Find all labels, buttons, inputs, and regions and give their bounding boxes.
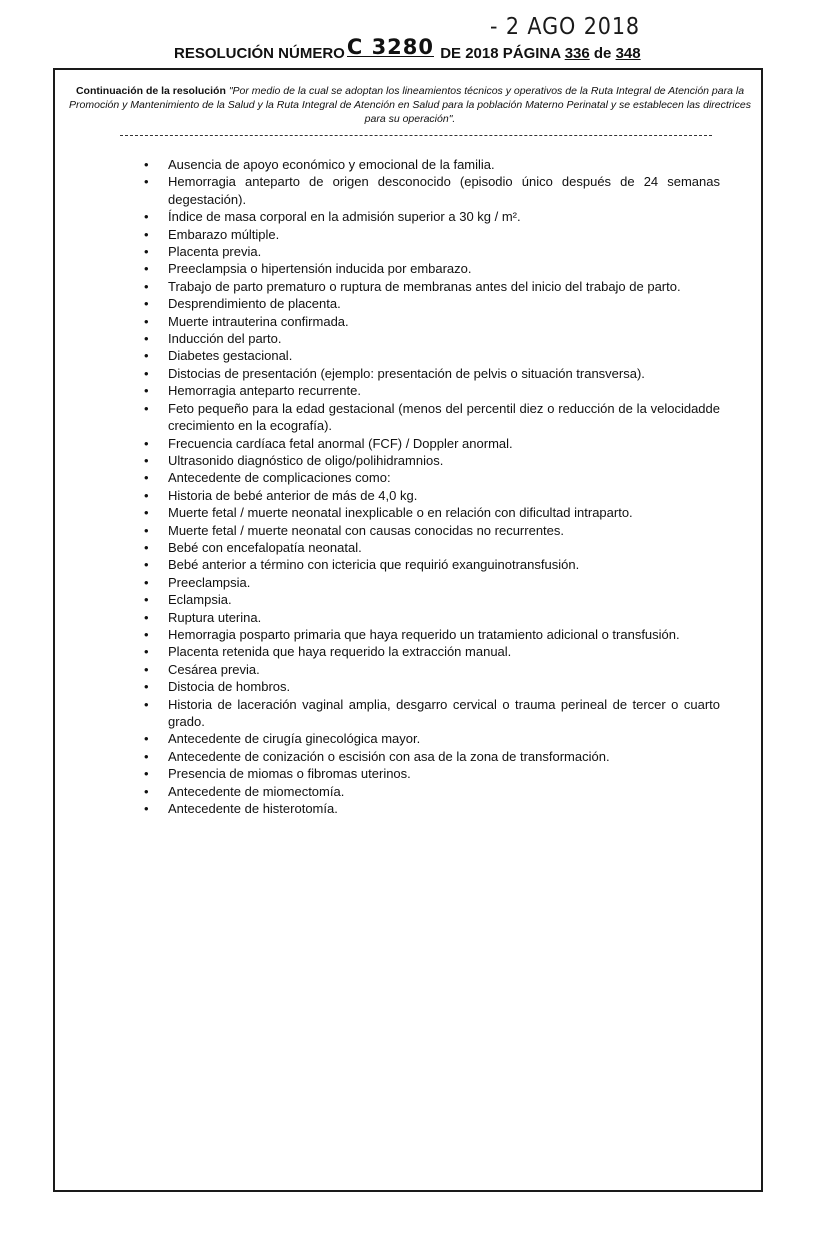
list-item-text: Trabajo de parto prematuro o ruptura de membranas antes del inicio del trabajo de parto.	[168, 278, 681, 294]
list-item	[140, 800, 720, 817]
list-item	[140, 696, 720, 731]
list-item-text: Hemorragia anteparto de origen desconocido (episodio único después de 24 semanas degestación).	[168, 174, 720, 207]
list-item-text: Bebé con encefalopatía neonatal.	[168, 539, 362, 555]
list-item-text: Embarazo múltiple.	[168, 226, 280, 242]
bullet-icon: •	[144, 435, 149, 451]
list-item	[140, 382, 720, 399]
list-item	[140, 783, 720, 800]
list-item	[140, 226, 720, 243]
list-item	[140, 347, 720, 364]
bullet-icon: •	[144, 470, 149, 486]
bullet-icon: •	[144, 626, 149, 642]
list-item-text: Preeclampsia.	[168, 574, 251, 590]
bullet-icon: •	[144, 644, 149, 660]
list-item	[140, 173, 720, 208]
list-item	[140, 539, 720, 556]
bullet-icon: •	[144, 209, 149, 225]
list-item-text: Muerte fetal / muerte neonatal inexplicable o en relación con dificultad intraparto.	[168, 505, 633, 521]
list-item	[140, 156, 720, 173]
bullet-icon: •	[144, 383, 149, 399]
list-item	[140, 295, 720, 312]
bullet-icon: •	[144, 157, 149, 172]
total-pages: 348	[615, 45, 641, 62]
header-of-text: de	[593, 45, 612, 62]
list-item	[140, 556, 720, 573]
list-item	[140, 400, 720, 435]
list-item	[140, 609, 720, 626]
list-item-text: Muerte intrauterina confirmada.	[168, 313, 349, 329]
bullet-icon: •	[144, 574, 149, 590]
bullet-icon: •	[144, 609, 149, 625]
bullet-icon: •	[144, 766, 149, 782]
bullet-icon: •	[144, 539, 149, 555]
list-item-text: Índice de masa corporal en la admisión superior a 30 kg / m².	[168, 209, 521, 225]
list-item	[140, 330, 720, 347]
list-item-text: Ultrasonido diagnóstico de oligo/polihidramnios.	[168, 452, 444, 468]
bullet-icon: •	[144, 452, 149, 468]
bullet-icon: •	[144, 331, 149, 347]
dashed-divider	[120, 135, 712, 136]
bullet-icon: •	[144, 661, 149, 677]
bullet-icon: •	[144, 731, 149, 747]
list-item-text: Antecedente de miomectomía.	[168, 783, 345, 799]
date-stamp: - 2 AGO 2018	[490, 14, 640, 40]
list-item-text: Inducción del parto.	[168, 331, 282, 347]
list-item	[140, 522, 720, 539]
bullet-icon: •	[144, 244, 149, 260]
list-item-text: Placenta retenida que haya requerido la extracción manual.	[168, 644, 512, 660]
bullet-icon: •	[144, 679, 149, 695]
list-item-text: Preeclampsia o hipertensión inducida por embarazo.	[168, 261, 472, 277]
list-item	[140, 243, 720, 260]
bullet-icon: •	[144, 557, 149, 573]
list-item	[140, 260, 720, 277]
list-item	[140, 487, 720, 504]
list-item-text: Antecedente de complicaciones como:	[168, 470, 391, 486]
list-item	[140, 574, 720, 591]
bullet-icon: •	[144, 296, 149, 312]
list-item-text: Frecuencia cardíaca fetal anormal (FCF) / Doppler anormal.	[168, 435, 513, 451]
list-item	[140, 678, 720, 695]
bullet-icon: •	[144, 783, 149, 799]
list-item	[140, 504, 720, 521]
continuation-note	[60, 84, 760, 126]
bullet-icon: •	[144, 261, 149, 277]
list-item-text: Eclampsia.	[168, 592, 232, 608]
list-item	[140, 730, 720, 747]
list-item-text: Diabetes gestacional.	[168, 348, 293, 364]
bullet-icon: •	[144, 400, 149, 416]
list-item-text: Antecedente de histerotomía.	[168, 801, 338, 817]
list-item-text: Desprendimiento de placenta.	[168, 296, 341, 312]
resolution-header	[174, 35, 641, 62]
list-item-text: Cesárea previa.	[168, 661, 260, 677]
bullet-icon: •	[144, 365, 149, 381]
bullet-icon: •	[144, 592, 149, 608]
bullet-icon: •	[144, 522, 149, 538]
bullet-icon: •	[144, 801, 149, 817]
header-year-text: DE 2018 PÁGINA	[440, 45, 561, 62]
list-item-text: Bebé anterior a término con ictericia que requirió exanguinotransfusión.	[168, 557, 580, 573]
list-item-text: Historia de bebé anterior de más de 4,0 kg.	[168, 487, 418, 503]
bullet-icon: •	[144, 696, 149, 712]
continuation-lead: Continuación de la resolución	[75, 85, 226, 97]
bullet-icon: •	[144, 748, 149, 764]
list-item-text: Muerte fetal / muerte neonatal con causas conocidas no recurrentes.	[168, 522, 564, 538]
list-item-text: Historia de laceración vaginal amplia, desgarro cervical o trauma perineal de tercer o cuarto grado.	[168, 696, 720, 729]
list-item	[140, 661, 720, 678]
list-item-text: Placenta previa.	[168, 244, 262, 260]
list-item	[140, 452, 720, 469]
list-item-text: Ruptura uterina.	[168, 609, 262, 625]
list-item-text: Distocia de hombros.	[168, 679, 291, 695]
list-item	[140, 643, 720, 660]
list-item-text: Hemorragia posparto primaria que haya requerido un tratamiento adicional o transfusión.	[168, 626, 680, 642]
bullet-icon: •	[144, 226, 149, 242]
list-item	[140, 591, 720, 608]
list-item	[140, 208, 720, 225]
list-item	[140, 626, 720, 643]
list-item-text: Hemorragia anteparto recurrente.	[168, 383, 361, 399]
bullet-icon: •	[144, 487, 149, 503]
list-item	[140, 748, 720, 765]
list-item	[140, 765, 720, 782]
list-item-text: Antecedente de conización o escisión con asa de la zona de transformación.	[168, 748, 610, 764]
header-prefix: RESOLUCIÓN NÚMERO	[174, 45, 345, 62]
resolution-title-quote: "Por medio de la cual se adoptan los lineamientos técnicos y operativos de la Ruta Integral de Atención para la Promoción y Mantenimiento de la Salud y la Ruta Integral de Atención en Salud para la población Materno Perinatal y se establecen las directrices para su operación".	[69, 85, 751, 125]
list-item-text: Ausencia de apoyo económico y emocional de la familia.	[168, 157, 495, 172]
bullet-icon: •	[144, 174, 149, 190]
bullet-icon: •	[144, 505, 149, 521]
list-item	[140, 365, 720, 382]
list-item	[140, 469, 720, 486]
page-number: 336	[564, 45, 590, 62]
list-item	[140, 278, 720, 295]
resolution-number: C 3280	[346, 35, 435, 59]
list-item-text: Distocias de presentación (ejemplo: presentación de pelvis o situación transversa).	[168, 365, 645, 381]
risk-factor-list	[140, 156, 720, 817]
bullet-icon: •	[144, 348, 149, 364]
list-item	[140, 313, 720, 330]
list-item-text: Feto pequeño para la edad gestacional (menos del percentil diez o reducción de la velocidadde crecimiento en la ecografía).	[168, 400, 720, 434]
bullet-icon: •	[144, 313, 149, 329]
list-item	[140, 435, 720, 452]
bullet-icon: •	[144, 278, 149, 294]
list-item-text: Presencia de miomas o fibromas uterinos.	[168, 766, 411, 782]
list-item-text: Antecedente de cirugía ginecológica mayor.	[168, 731, 421, 747]
